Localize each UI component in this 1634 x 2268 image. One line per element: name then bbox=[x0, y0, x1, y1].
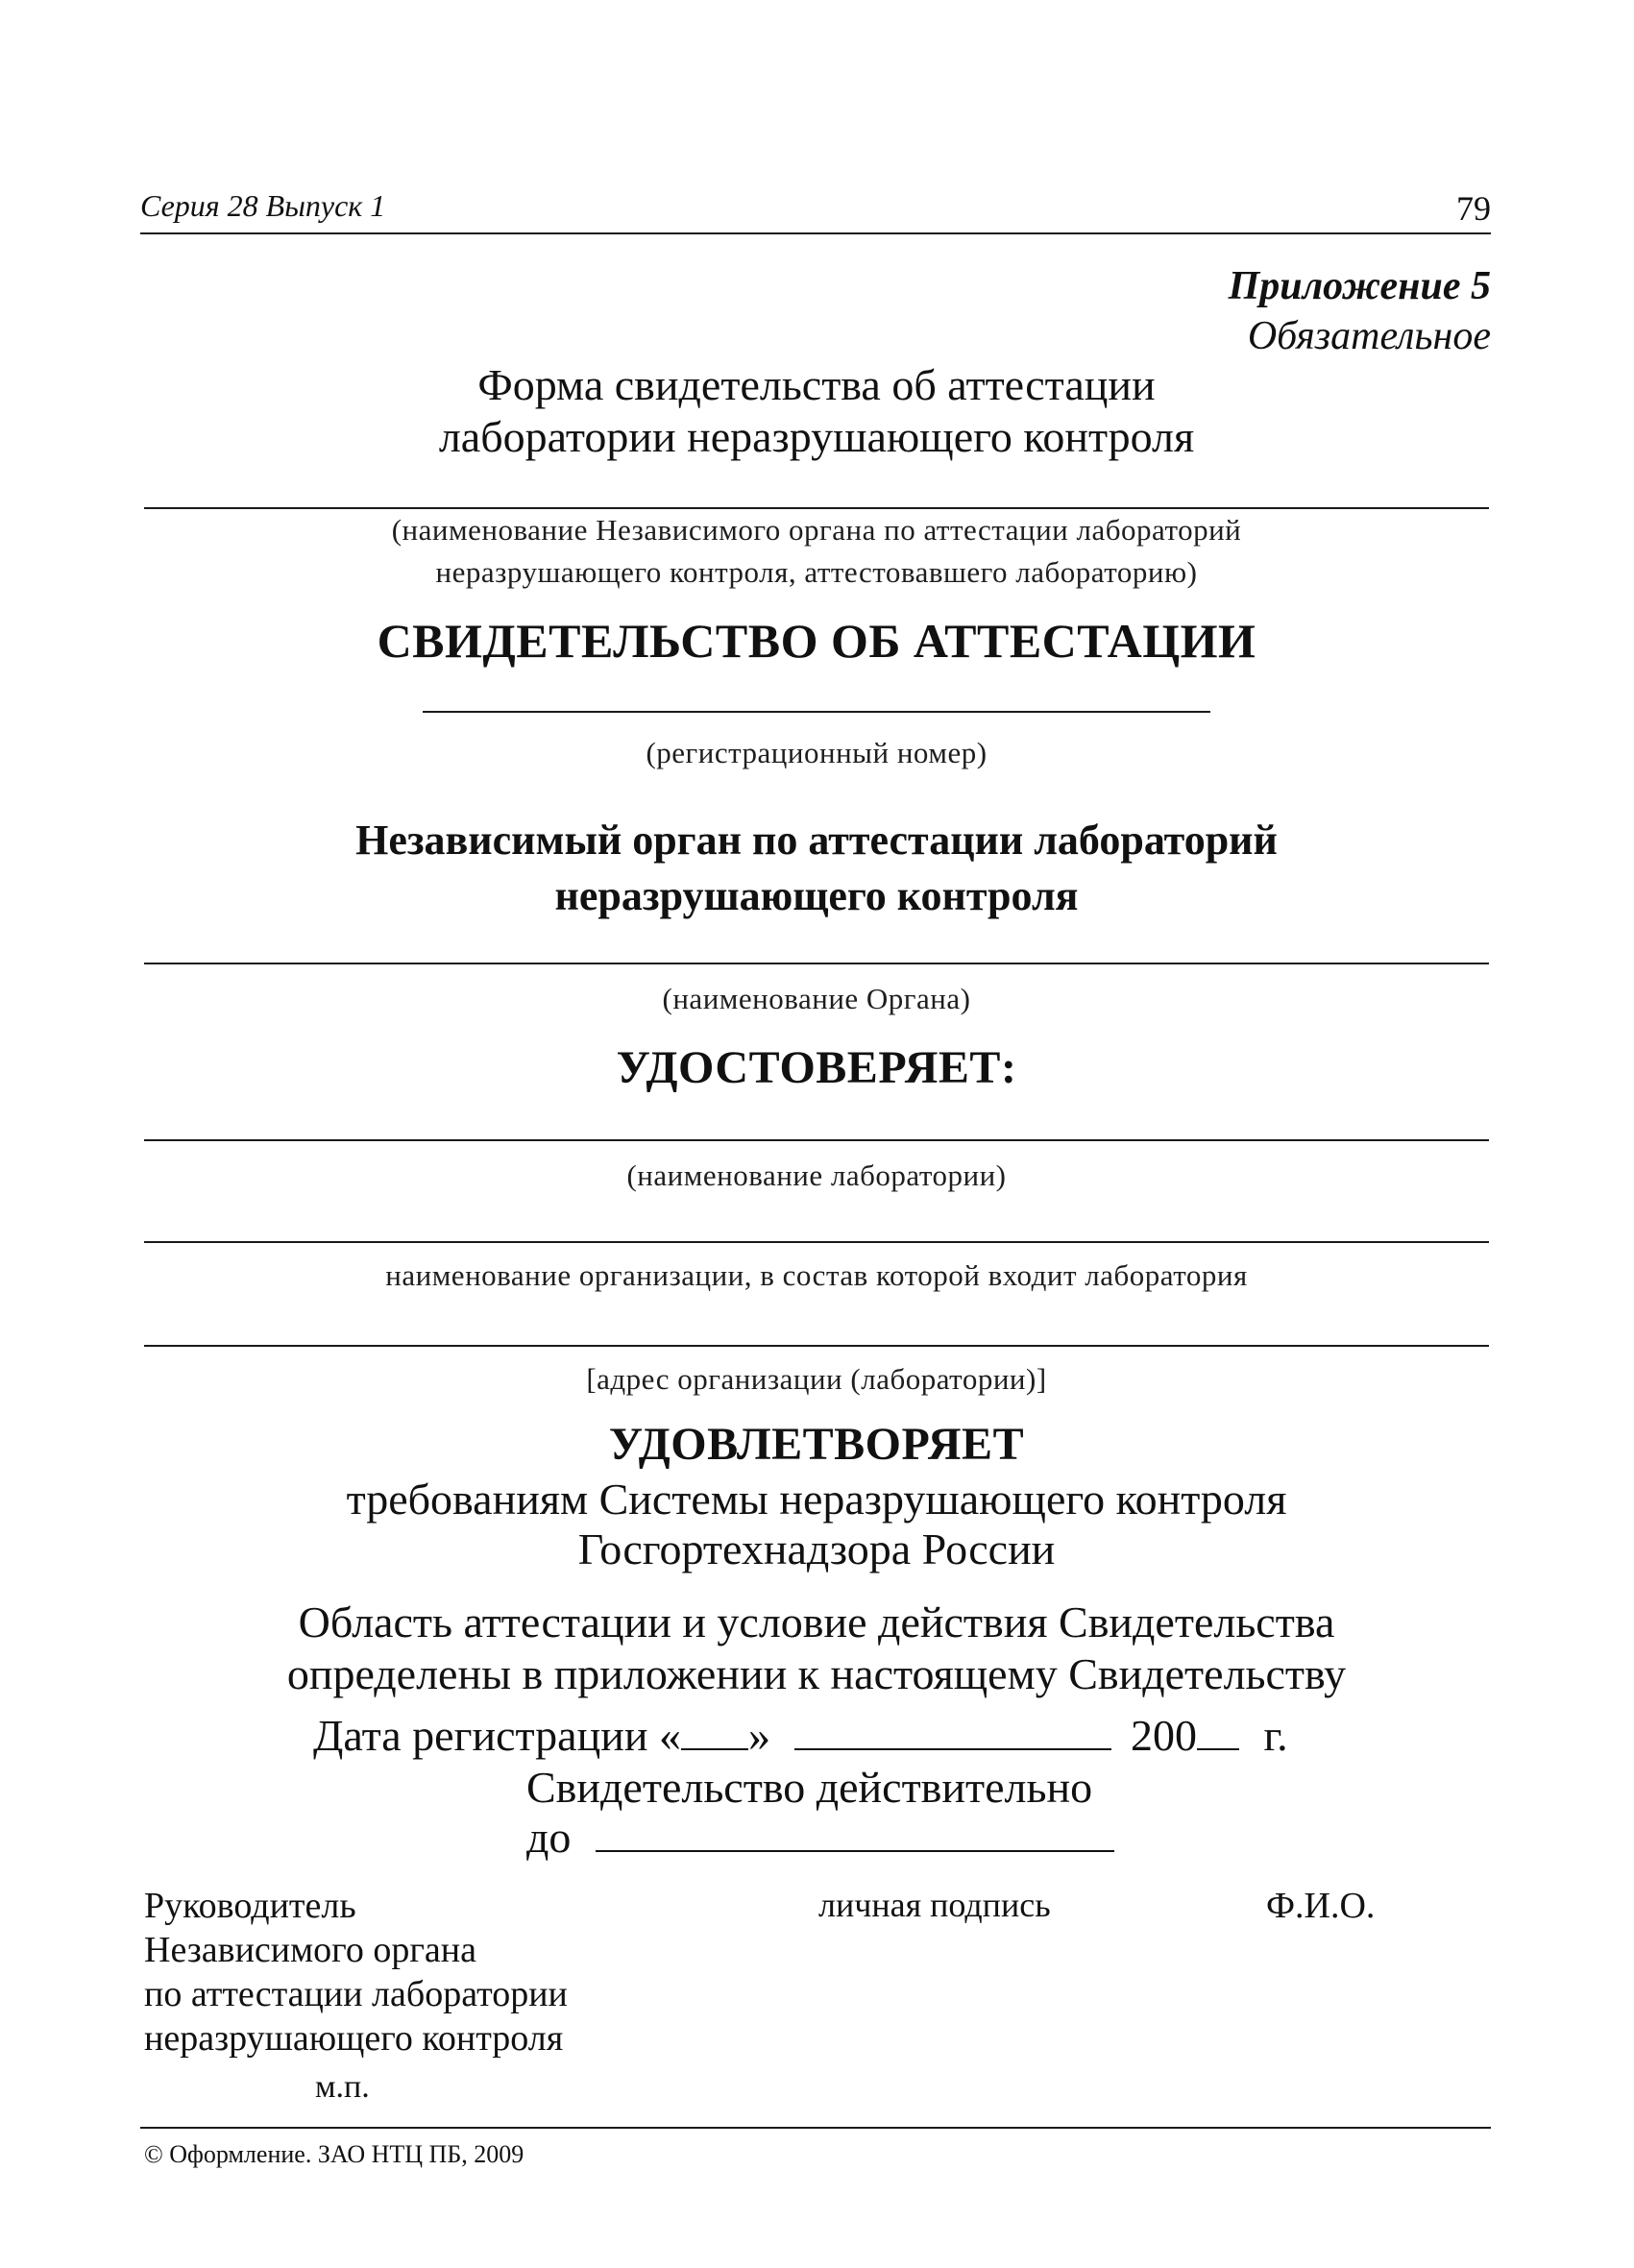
scope-line2: определены в приложении к настоящему Свидетельству bbox=[286, 1649, 1347, 1698]
validity-line1: Свидетельство действительно bbox=[526, 1763, 1093, 1812]
year-blank bbox=[1197, 1710, 1239, 1750]
header-rule bbox=[140, 232, 1491, 234]
lab-name-caption: (наименование лаборатории) bbox=[626, 1158, 1007, 1192]
issuer-caption-line1: (наименование Независимого органа по аттестации лабораторий bbox=[391, 513, 1242, 547]
form-title-line2: лаборатории неразрушающего контроля bbox=[438, 412, 1195, 461]
open-quote: « bbox=[658, 1711, 681, 1760]
day-blank bbox=[681, 1710, 748, 1750]
satisfies-line2: Госгортехнадзора России bbox=[577, 1524, 1056, 1573]
footer-copyright: © Оформление. ЗАО НТЦ ПБ, 2009 bbox=[144, 2140, 524, 2168]
validity-until-row bbox=[526, 1812, 1114, 1864]
registration-label: Дата регистрации bbox=[313, 1711, 648, 1760]
appendix-title: Приложение 5 bbox=[1228, 264, 1491, 308]
appendix-status: Обязательное bbox=[1247, 314, 1491, 358]
certificate-heading: СВИДЕТЕЛЬСТВО ОБ АТТЕСТАЦИИ bbox=[377, 614, 1256, 668]
authority-blank-line bbox=[144, 963, 1489, 964]
issuer-caption-line2: неразрушающего контроля, аттестовавшего лабораторию) bbox=[435, 555, 1198, 589]
scope-line1: Область аттестации и условие действия Свидетельства bbox=[298, 1597, 1335, 1646]
series-label: Серия 28 Выпуск 1 bbox=[140, 188, 386, 223]
head-line-3: по аттестации лаборатории bbox=[144, 1974, 568, 2014]
validity-until: до bbox=[526, 1813, 572, 1862]
seal-label: м.п. bbox=[315, 2069, 370, 2105]
year-prefix: 200 bbox=[1130, 1711, 1197, 1760]
org-address-blank-line bbox=[144, 1345, 1489, 1347]
certifies-heading: УДОСТОВЕРЯЕТ: bbox=[616, 1042, 1017, 1093]
registration-date-row bbox=[313, 1710, 1288, 1762]
head-line-2: Независимого органа bbox=[144, 1930, 476, 1970]
form-title-line1: Форма свидетельства об аттестации bbox=[477, 360, 1156, 409]
personal-signature-label: личная подпись bbox=[818, 1886, 1051, 1924]
satisfies-line1: требованиям Системы неразрушающего контроля bbox=[346, 1475, 1287, 1524]
reg-number-blank-line bbox=[423, 711, 1210, 713]
month-blank bbox=[794, 1710, 1111, 1750]
head-line-1: Руководитель bbox=[144, 1886, 356, 1926]
close-quote: » bbox=[747, 1711, 770, 1760]
lab-name-blank-line bbox=[144, 1139, 1489, 1141]
full-name-label: Ф.И.О. bbox=[1266, 1886, 1376, 1926]
issuer-blank-line bbox=[144, 507, 1489, 509]
page-number: 79 bbox=[1456, 189, 1491, 228]
org-address-caption: [адрес организации (лаборатории)] bbox=[586, 1362, 1047, 1396]
satisfies-heading: УДОВЛЕТВОРЯЕТ bbox=[608, 1419, 1025, 1470]
footer-rule bbox=[140, 2127, 1491, 2129]
authority-line2: неразрушающего контроля bbox=[554, 872, 1079, 919]
validity-date-blank bbox=[596, 1812, 1114, 1852]
authority-caption: (наименование Органа) bbox=[662, 982, 971, 1015]
org-name-caption: наименование организации, в состав которой входит лаборатория bbox=[385, 1258, 1248, 1292]
year-suffix: г. bbox=[1263, 1711, 1288, 1760]
reg-number-caption: (регистрационный номер) bbox=[646, 736, 988, 769]
org-name-blank-line bbox=[144, 1241, 1489, 1243]
head-line-4: неразрушающего контроля bbox=[144, 2018, 564, 2059]
authority-line1: Независимый орган по аттестации лабораторий bbox=[355, 817, 1278, 864]
